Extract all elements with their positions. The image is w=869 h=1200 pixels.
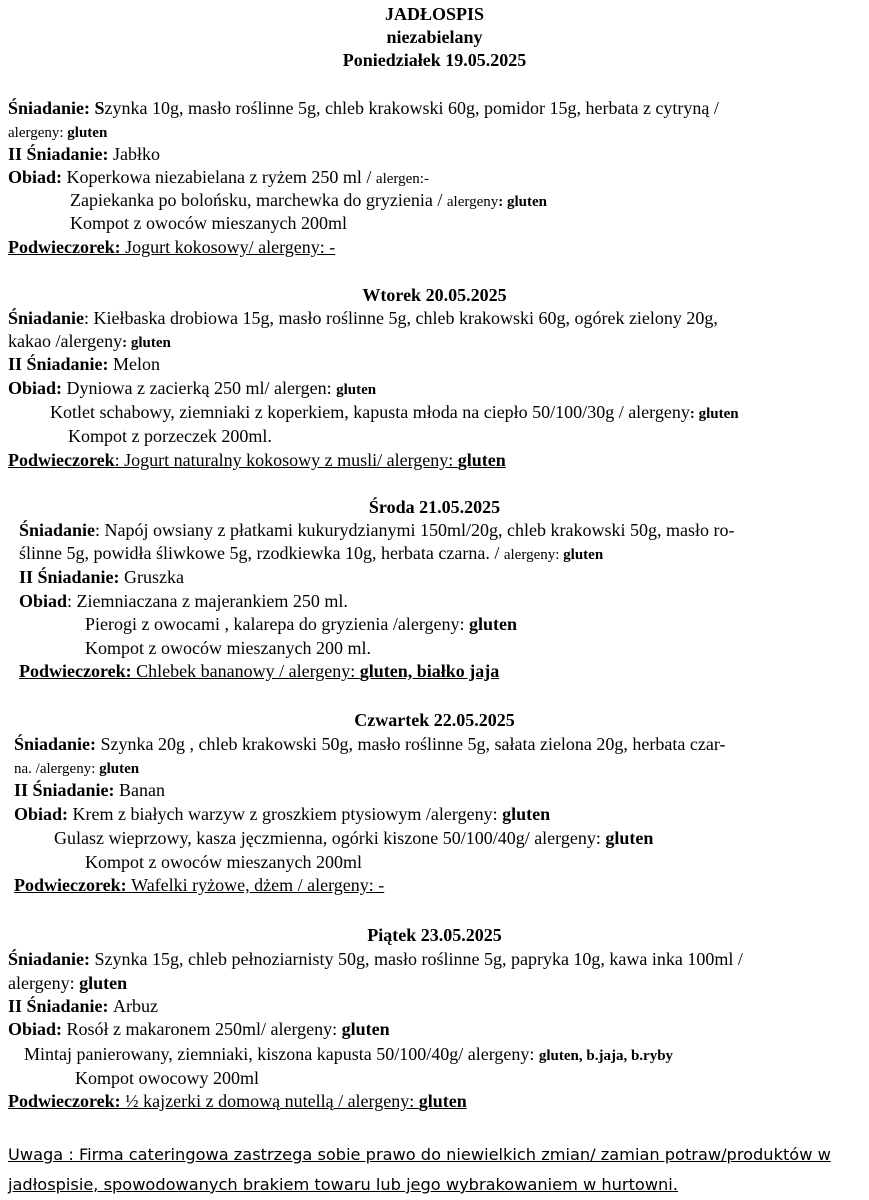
day-title-friday: Piątek 23.05.2025 xyxy=(367,925,502,945)
second-breakfast-label: II Śniadanie: xyxy=(14,780,120,800)
friday-breakfast-line2 xyxy=(8,972,127,995)
breakfast-text: Szynka 20g , chleb krakowski 50g, masło roślinne 5g, sałata zielona 20g, herbata czar- xyxy=(100,734,726,754)
soup-allergen-value: gluten xyxy=(341,1019,390,1039)
snack-text: : Jogurt naturalny kokosowy z musli/ alergeny: xyxy=(114,450,458,470)
friday-lunch-main xyxy=(24,1043,673,1068)
allergen-value: gluten xyxy=(99,761,140,777)
monday-breakfast-allergens xyxy=(8,120,107,145)
breakfast-label: Śniadanie: xyxy=(8,949,95,969)
breakfast-label: Śniadanie: xyxy=(14,734,101,754)
lunch-drink: Kompot owocowy 200ml xyxy=(75,1068,259,1088)
snack-label: Podwieczorek: xyxy=(8,1091,126,1111)
tuesday-second-breakfast xyxy=(8,353,160,376)
main-allergen-value: gluten, b.jaja, b.ryby xyxy=(538,1048,674,1064)
wednesday-lunch-main xyxy=(85,613,517,636)
main-allergen-value: : gluten xyxy=(498,194,547,210)
tuesday-lunch-soup xyxy=(8,377,376,402)
friday-lunch-drink xyxy=(75,1067,259,1090)
allergen-value: gluten xyxy=(79,973,128,993)
day-title-tuesday: Wtorek 20.05.2025 xyxy=(362,285,507,305)
thursday-lunch-drink xyxy=(85,851,362,874)
second-breakfast-label: II Śniadanie: xyxy=(8,144,114,164)
lunch-soup: Krem z białych warzyw z groszkiem ptysiowym /alergeny: xyxy=(72,804,503,824)
monday-breakfast xyxy=(8,97,719,120)
allergen-label: alergeny: xyxy=(8,125,68,141)
wednesday-second-breakfast xyxy=(19,566,184,589)
snack-text: Chlebek bananowy / alergeny: xyxy=(136,661,360,681)
allergen-value: : gluten xyxy=(122,335,171,351)
snack-text: Wafelki ryżowe, dżem / alergeny: - xyxy=(131,875,385,895)
day-title-monday: Poniedziałek 19.05.2025 xyxy=(342,50,527,70)
wednesday-snack xyxy=(19,660,499,683)
lunch-main: Zapiekanka po bolońsku, marchewka do gryzienia / xyxy=(70,190,447,210)
snack-label: Podwieczorek: xyxy=(14,875,132,895)
lunch-drink: Kompot z porzeczek 200ml. xyxy=(68,426,272,446)
soup-allergen-value: gluten xyxy=(502,804,551,824)
lunch-label: Obiad: xyxy=(8,167,67,187)
tuesday-lunch-main xyxy=(50,401,739,426)
menu-subtitle: niezabielany xyxy=(386,27,483,47)
soup-allergen-label: alergen:- xyxy=(375,171,429,187)
tuesday-breakfast-line2 xyxy=(8,330,171,355)
monday-lunch-main xyxy=(70,189,547,214)
lunch-label: Obiad xyxy=(19,591,68,611)
soup-allergen-value: gluten xyxy=(336,382,377,398)
main-allergen-value: : gluten xyxy=(689,406,739,422)
thursday-second-breakfast xyxy=(14,779,165,802)
wednesday-lunch-soup xyxy=(19,590,348,613)
lunch-main: Mintaj panierowany, ziemniaki, kiszona kapusta 50/100/40g/ alergeny: xyxy=(24,1044,539,1064)
wednesday-breakfast-line2 xyxy=(19,542,603,567)
friday-second-breakfast xyxy=(8,995,158,1018)
snack-allergen: gluten xyxy=(418,1091,467,1111)
second-breakfast-text: Gruszka xyxy=(124,567,185,587)
lunch-drink: Kompot z owoców mieszanych 200ml xyxy=(70,213,347,233)
tuesday-lunch-drink xyxy=(68,425,272,448)
lunch-main: Pierogi z owocami , kalarepa do gryzienia /alergeny: xyxy=(85,614,470,634)
monday-lunch-drink xyxy=(70,212,347,235)
lunch-main: Kotlet schabowy, ziemniaki z koperkiem, kapusta młoda na ciepło 50/100/30g / alergeny xyxy=(50,402,690,422)
snack-text: ½ kajzerki z domową nutellą / alergeny: xyxy=(125,1091,419,1111)
lunch-main: Gulasz wieprzowy, kasza jęczmienna, ogórki kiszone 50/100/40g/ alergeny: xyxy=(54,828,606,848)
monday-lunch-soup xyxy=(8,166,429,191)
menu-header xyxy=(0,3,869,72)
day-title-wednesday: Środa 21.05.2025 xyxy=(368,497,501,517)
breakfast-text: : Kiełbaska drobiowa 15g, masło roślinne 5g, chleb krakowski 60g, ogórek zielony 20g, xyxy=(84,308,718,328)
breakfast-label: Śniadanie xyxy=(8,308,85,328)
monday-snack xyxy=(8,236,335,259)
lunch-soup: Koperkowa niezabielana z ryżem 250 ml / xyxy=(66,167,376,187)
allergen-value: gluten xyxy=(563,547,604,563)
snack-label: Podwieczorek: xyxy=(19,661,137,681)
breakfast-text: zynka 10g, masło roślinne 5g, chleb krakowski 60g, pomidor 15g, herbata z cytryną / xyxy=(104,98,719,118)
thursday-snack xyxy=(14,874,384,897)
monday-second-breakfast xyxy=(8,143,160,166)
lunch-label: Obiad: xyxy=(8,1019,67,1039)
lunch-label: Obiad: xyxy=(8,378,67,398)
second-breakfast-text: Jabłko xyxy=(113,144,161,164)
lunch-soup: Dyniowa z zacierką 250 ml/ alergen: xyxy=(66,378,337,398)
tuesday-snack xyxy=(8,449,506,472)
breakfast-label: Śniadanie xyxy=(19,520,96,540)
wednesday-breakfast xyxy=(19,519,734,542)
breakfast-text-2: ślinne 5g, powidła śliwkowe 5g, rzodkiewka 10g, herbata czarna. / xyxy=(19,543,504,563)
lunch-soup: : Ziemniaczana z majerankiem 250 ml. xyxy=(67,591,348,611)
thursday-breakfast-line2 xyxy=(14,756,139,781)
tuesday-breakfast xyxy=(8,307,718,330)
second-breakfast-label: II Śniadanie: xyxy=(8,996,114,1016)
allergen-label: alergeny: xyxy=(503,547,564,563)
allergen-value: gluten xyxy=(67,125,108,141)
second-breakfast-text: Banan xyxy=(119,780,166,800)
day-title-thursday: Czwartek 22.05.2025 xyxy=(354,710,515,730)
friday-lunch-soup xyxy=(8,1018,390,1041)
thursday-lunch-soup xyxy=(14,803,550,826)
notice-line-2: jadłospisie, spowodowanych brakiem towaru lub jego wybrakowaniem w hurtowni. xyxy=(8,1175,678,1194)
breakfast-text-2: na. /alergeny: xyxy=(14,761,100,777)
snack-label: Podwieczorek: xyxy=(8,237,126,257)
breakfast-text-2: alergeny: xyxy=(8,973,80,993)
snack-allergen: gluten, białko jaja xyxy=(359,661,500,681)
thursday-breakfast xyxy=(14,733,725,756)
notice-line-1: Uwaga : Firma cateringowa zastrzega sobie prawo do niewielkich zmian/ zamian potraw/produktów w xyxy=(8,1145,831,1164)
snack-label: Podwieczorek xyxy=(8,450,115,470)
lunch-drink: Kompot z owoców mieszanych 200 ml. xyxy=(85,638,371,658)
main-allergen-value: gluten xyxy=(605,828,654,848)
second-breakfast-label: II Śniadanie: xyxy=(8,354,114,374)
breakfast-text-2: kakao /alergeny xyxy=(8,331,123,351)
friday-breakfast xyxy=(8,948,743,971)
friday-snack xyxy=(8,1090,467,1113)
second-breakfast-text: Arbuz xyxy=(113,996,159,1016)
main-allergen-value: gluten xyxy=(469,614,518,634)
second-breakfast-label: II Śniadanie: xyxy=(19,567,125,587)
breakfast-text: Szynka 15g, chleb pełnoziarnisty 50g, masło roślinne 5g, papryka 10g, kawa inka 100ml / xyxy=(94,949,743,969)
wednesday-lunch-drink xyxy=(85,637,371,660)
menu-title: JADŁOSPIS xyxy=(384,4,485,24)
lunch-drink: Kompot z owoców mieszanych 200ml xyxy=(85,852,362,872)
breakfast-text: : Napój owsiany z płatkami kukurydzianymi 150ml/20g, chleb krakowski 50g, masło ro- xyxy=(95,520,735,540)
snack-text: Jogurt kokosowy/ alergeny: - xyxy=(125,237,336,257)
thursday-lunch-main xyxy=(54,827,653,850)
main-allergen-label: alergeny xyxy=(446,194,499,210)
second-breakfast-text: Melon xyxy=(113,354,161,374)
lunch-label: Obiad: xyxy=(14,804,73,824)
breakfast-label: Śniadanie: S xyxy=(8,98,105,118)
lunch-soup: Rosół z makaronem 250ml/ alergeny: xyxy=(66,1019,342,1039)
snack-allergen: gluten xyxy=(457,450,506,470)
